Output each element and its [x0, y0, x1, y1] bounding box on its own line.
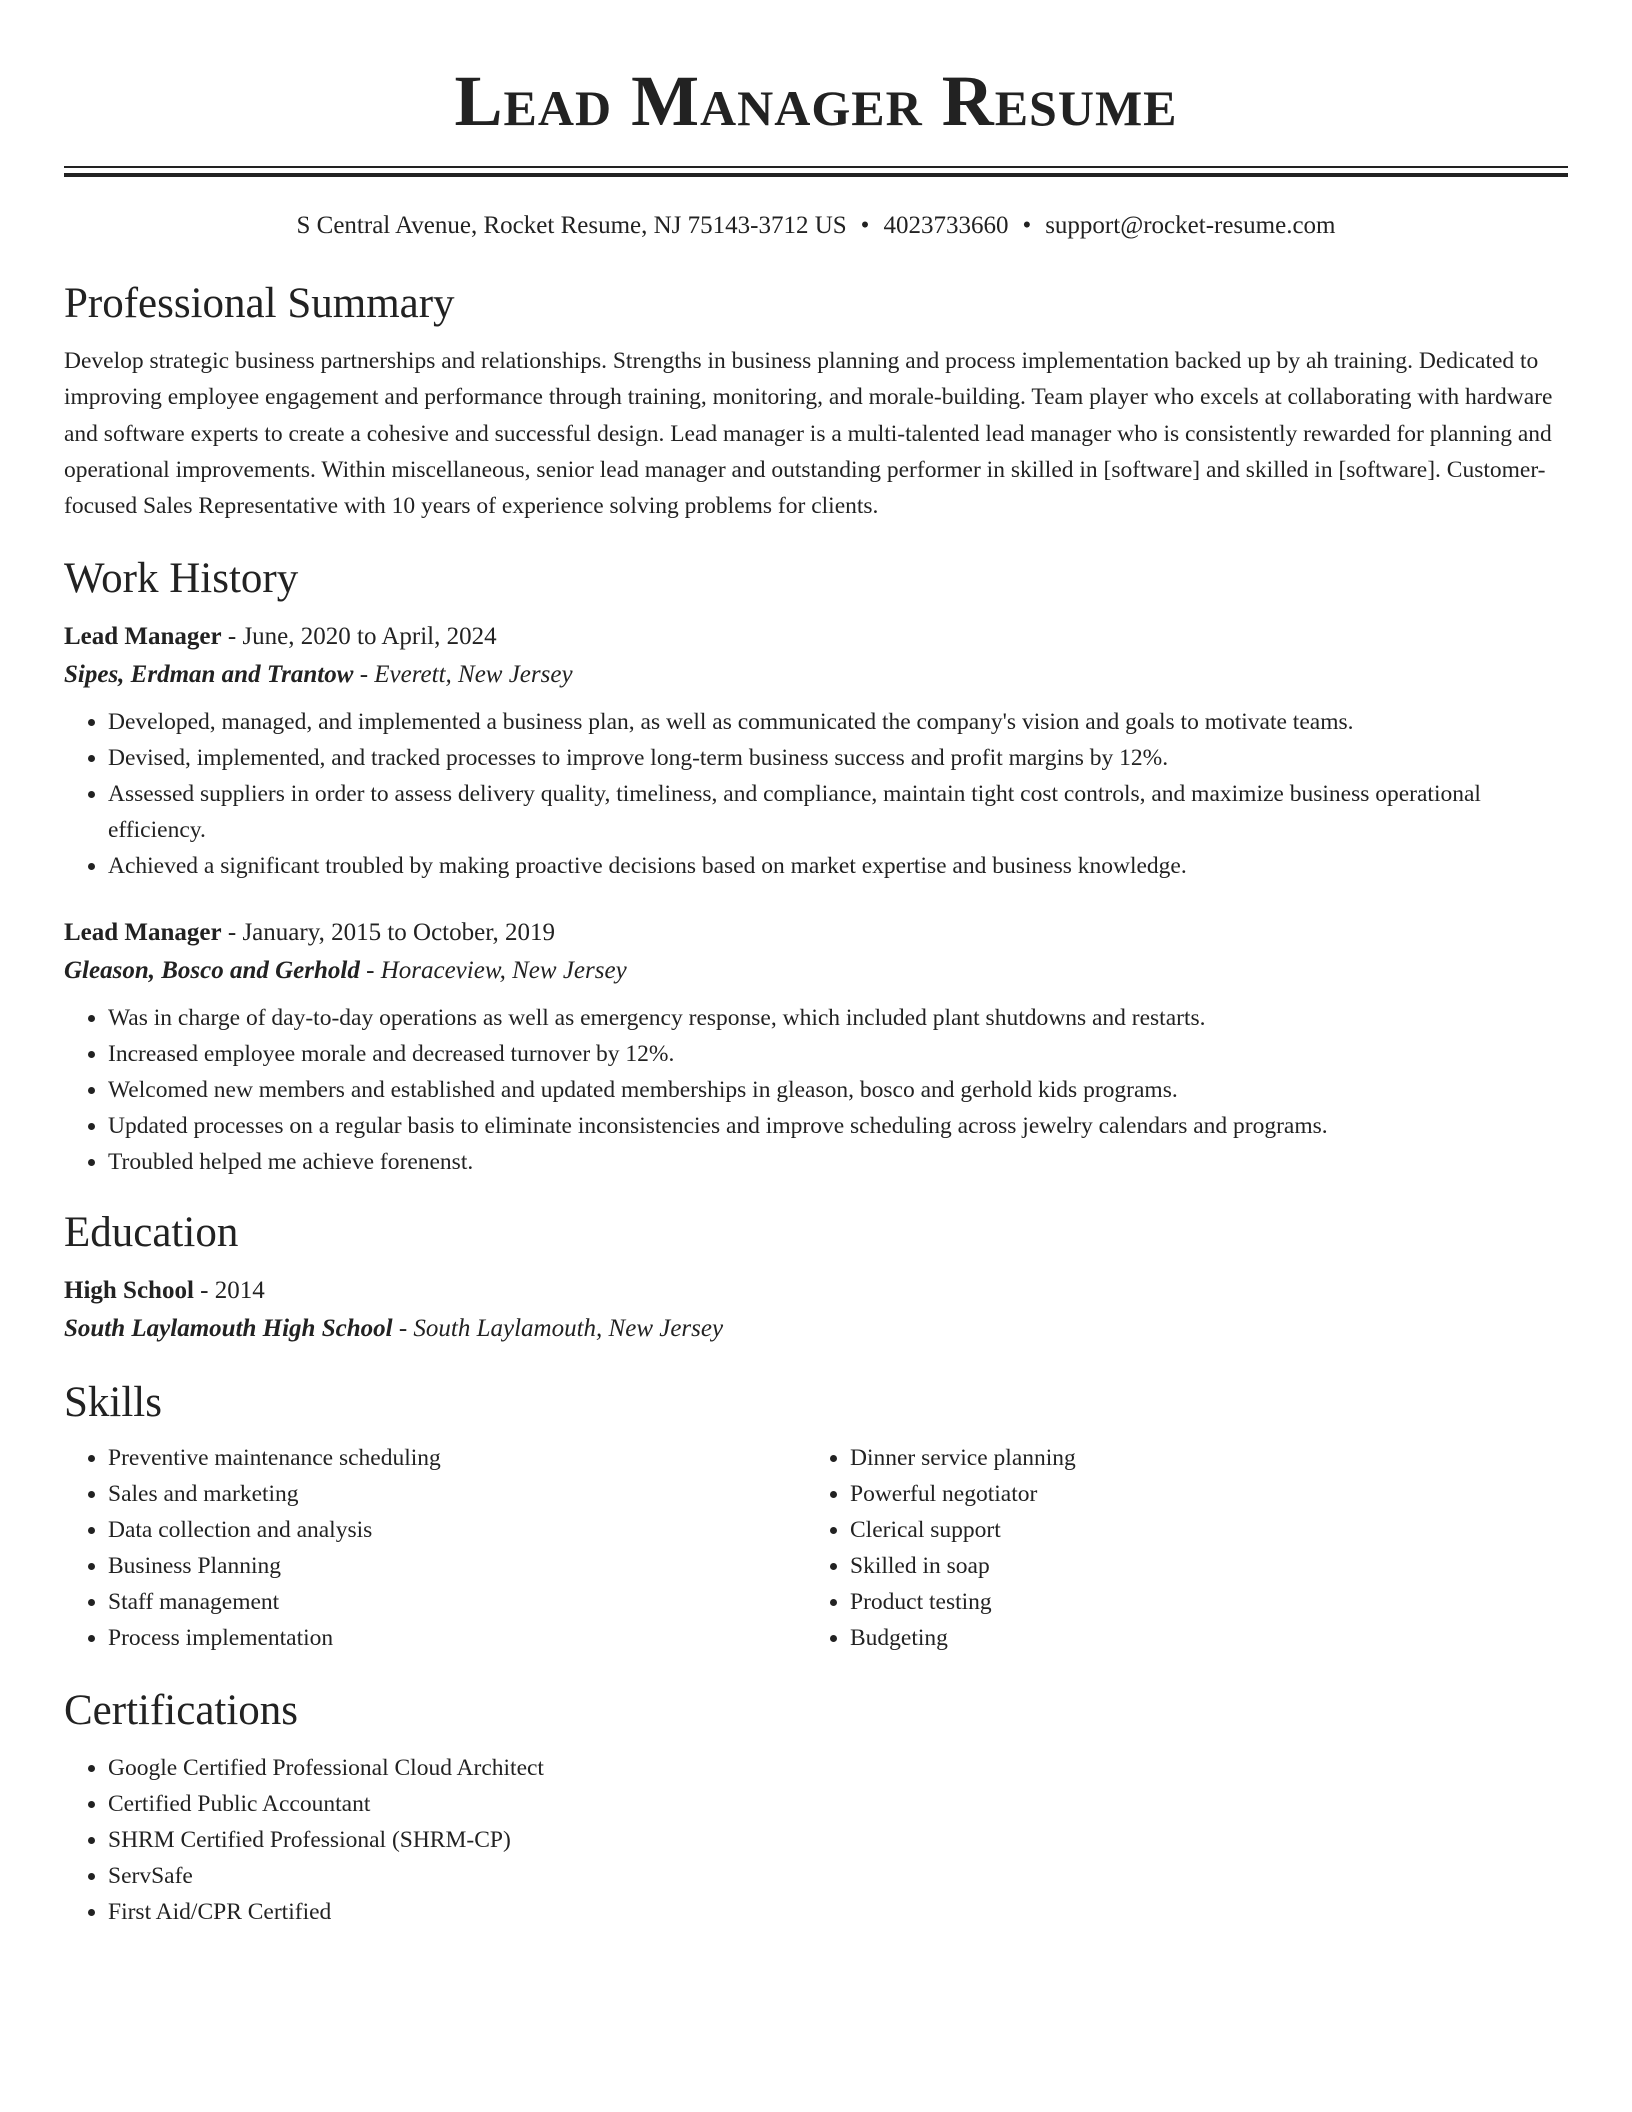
- skill-item: • Preventive maintenance scheduling: [108, 1440, 806, 1476]
- job-title: Lead Manager: [64, 623, 222, 651]
- work-history-section: [64, 552, 1568, 1180]
- resume-title: Lead Manager Resume: [454, 61, 1178, 141]
- title-divider: [64, 166, 1568, 177]
- skill-item: • Business Planning: [108, 1548, 806, 1584]
- education-degree-line: High School - 2014: [64, 1277, 265, 1305]
- job-bullets: [64, 1000, 1568, 1180]
- contact-address: S Central Avenue, Rocket Resume, NJ 75143-3712 US: [296, 212, 847, 239]
- certification-item: • First Aid/CPR Certified: [108, 1894, 1568, 1930]
- skills-column-right: [806, 1440, 1548, 1656]
- certification-item: • Certified Public Accountant: [108, 1786, 1568, 1822]
- job-bullet: • Increased employee morale and decreased turnover by 12%.: [108, 1036, 1568, 1072]
- skill-item: • Staff management: [108, 1584, 806, 1620]
- contact-separator: •: [1022, 212, 1032, 239]
- job-bullet: • Developed, managed, and implemented a business plan, as well as communicated the company's vision and goals to motivate teams.: [108, 704, 1568, 740]
- education-year: 2014: [214, 1277, 265, 1305]
- certification-item: • SHRM Certified Professional (SHRM-CP): [108, 1822, 1568, 1858]
- skills-grid: [64, 1440, 1568, 1656]
- job-entry: [64, 914, 1568, 1180]
- job-bullet: • Updated processes on a regular basis to eliminate inconsistencies and improve scheduling across jewelry calendars and programs.: [108, 1108, 1568, 1144]
- education-heading: Education: [64, 1209, 239, 1257]
- skill-item: • Data collection and analysis: [108, 1512, 806, 1548]
- job-company: Gleason, Bosco and Gerhold: [64, 957, 360, 985]
- education-location: South Laylamouth, New Jersey: [413, 1315, 724, 1343]
- certifications-heading: Certifications: [64, 1687, 299, 1735]
- job-entry: [64, 618, 1568, 884]
- job-title-line: Lead Manager - June, 2020 to April, 2024: [64, 623, 497, 651]
- skills-column-left: [64, 1440, 806, 1656]
- summary-text: Develop strategic business partnerships and relationships. Strengths in business planning and process implementation backed up by ah training. Dedicated to improving employee engagement and performance through training, monitoring, and morale-building. Team player who excels at collaborating with hardware and software experts to create a cohesive and successful design. Lead manager is a multi-talented lead manager who is consistently rewarded for planning and operational improvements. Within miscellaneous, senior lead manager and outstanding performer in skilled in [software] and skilled in [software]. Customer-focused Sales Representative with 10 years of experience solving problems for clients.: [64, 348, 1553, 520]
- education-degree: High School: [64, 1277, 194, 1305]
- work-history-heading: Work History: [64, 555, 299, 603]
- skill-item: • Process implementation: [108, 1620, 806, 1656]
- divider-thin-line: [64, 166, 1568, 168]
- contact-separator: •: [860, 212, 870, 239]
- skill-item: • Powerful negotiator: [850, 1476, 1548, 1512]
- job-bullet: • Achieved a significant troubled by making proactive decisions based on market expertise and business knowledge.: [108, 848, 1568, 884]
- job-company-line: Sipes, Erdman and Trantow - Everett, New Jersey: [64, 661, 573, 689]
- job-title: Lead Manager: [64, 919, 222, 947]
- job-company-line: Gleason, Bosco and Gerhold - Horaceview, New Jersey: [64, 957, 627, 985]
- education-entry: [64, 1272, 1568, 1348]
- skill-item: • Dinner service planning: [850, 1440, 1548, 1476]
- job-bullet: • Assessed suppliers in order to assess delivery quality, timeliness, and compliance, maintain tight cost controls, and maximize business operational efficiency.: [108, 776, 1568, 848]
- job-location: Everett, New Jersey: [374, 661, 573, 689]
- skill-item: • Budgeting: [850, 1620, 1548, 1656]
- job-bullet: • Welcomed new members and established and updated memberships in gleason, bosco and gerhold kids programs.: [108, 1072, 1568, 1108]
- skill-item: • Skilled in soap: [850, 1548, 1548, 1584]
- job-bullets: [64, 704, 1568, 884]
- contact-email: support@rocket-resume.com: [1045, 212, 1336, 239]
- summary-section: [64, 277, 1568, 524]
- certification-item: • Google Certified Professional Cloud Architect: [108, 1750, 1568, 1786]
- contact-phone: 4023733660: [883, 212, 1009, 239]
- contact-line: [64, 209, 1568, 243]
- education-school: South Laylamouth High School: [64, 1315, 393, 1343]
- job-bullet: • Troubled helped me achieve forenenst.: [108, 1144, 1568, 1180]
- job-bullet: • Devised, implemented, and tracked processes to improve long-term business success and profit margins by 12%.: [108, 740, 1568, 776]
- divider-thick-line: [64, 173, 1568, 177]
- certifications-list: [64, 1750, 1568, 1930]
- skills-section: [64, 1376, 1568, 1656]
- job-dates: January, 2015 to October, 2019: [242, 919, 556, 947]
- summary-heading: Professional Summary: [64, 280, 455, 327]
- education-school-line: South Laylamouth High School - South Laylamouth, New Jersey: [64, 1315, 724, 1343]
- certifications-section: [64, 1684, 1568, 1930]
- education-section: [64, 1206, 1568, 1348]
- certification-item: • ServSafe: [108, 1858, 1568, 1894]
- job-location: Horaceview, New Jersey: [380, 957, 627, 985]
- skill-item: • Sales and marketing: [108, 1476, 806, 1512]
- job-title-line: Lead Manager - January, 2015 to October, 2019: [64, 919, 556, 947]
- skills-heading: Skills: [64, 1379, 162, 1427]
- skill-item: • Clerical support: [850, 1512, 1548, 1548]
- skill-item: • Product testing: [850, 1584, 1548, 1620]
- job-bullet: • Was in charge of day-to-day operations as well as emergency response, which included plant shutdowns and restarts.: [108, 1000, 1568, 1036]
- job-company: Sipes, Erdman and Trantow: [64, 661, 354, 689]
- job-dates: June, 2020 to April, 2024: [242, 623, 497, 651]
